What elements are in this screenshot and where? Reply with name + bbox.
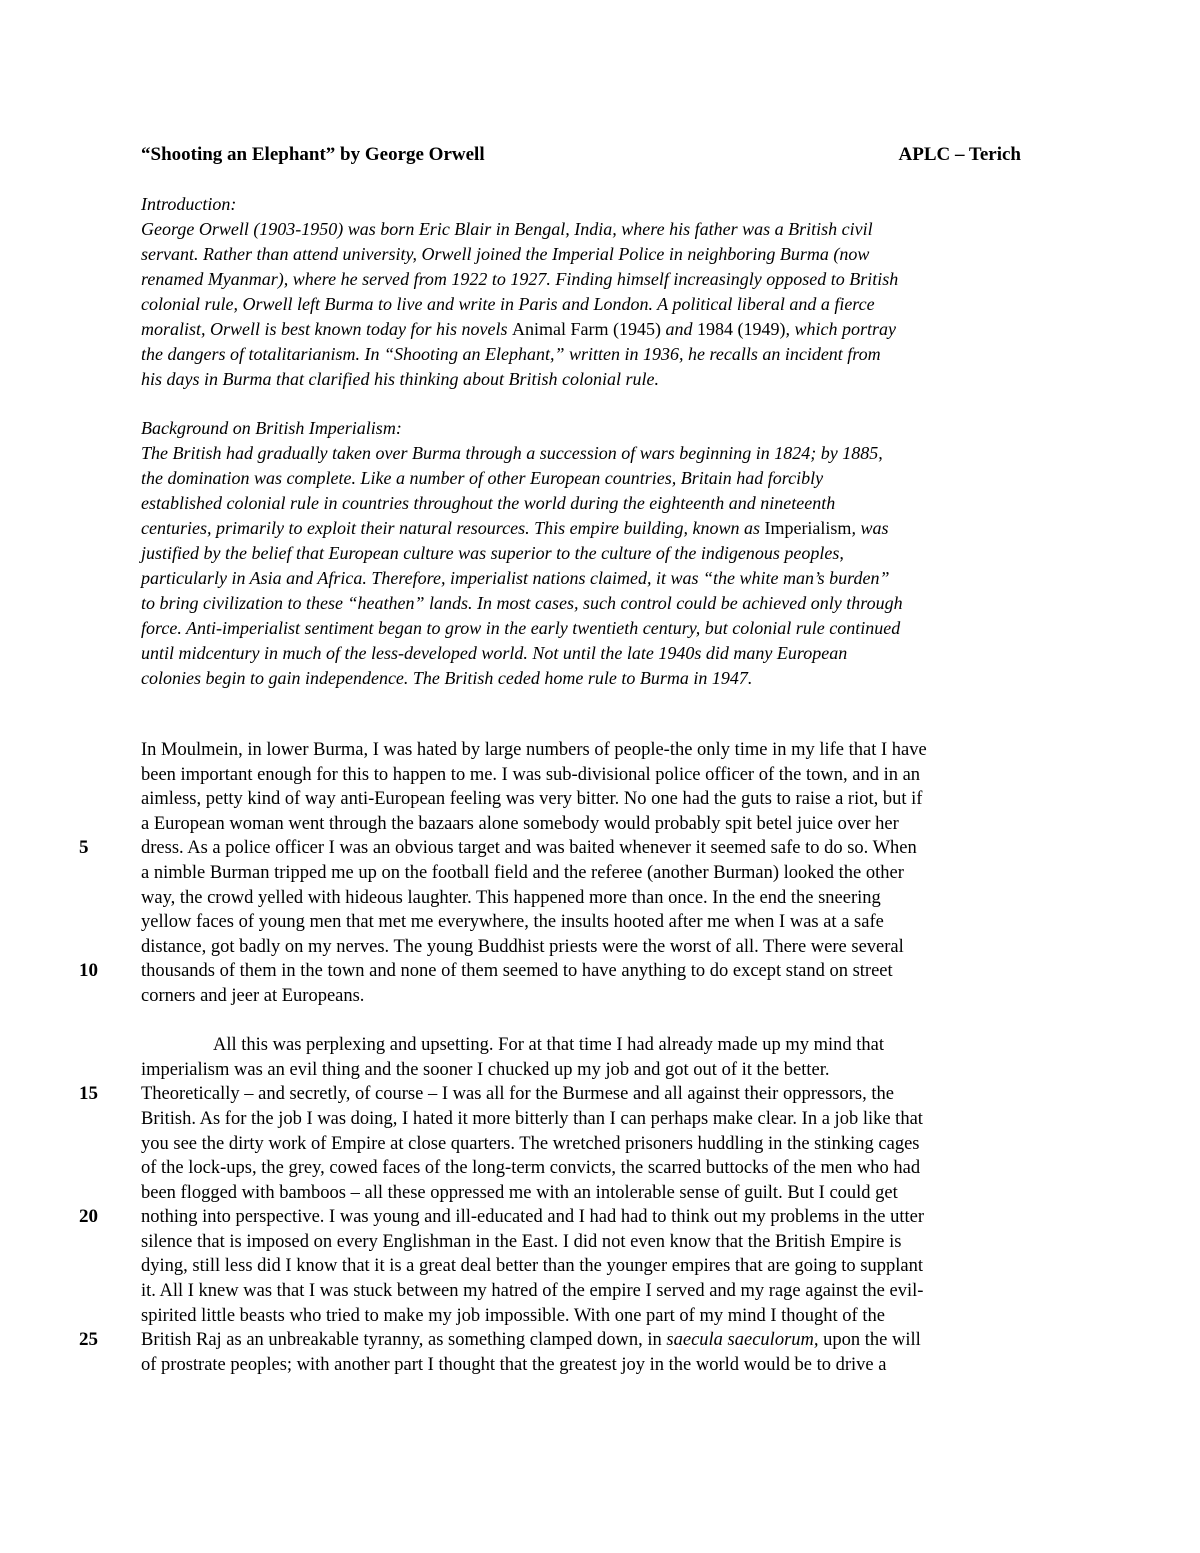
essay-line: All this was perplexing and upsetting. For at that time I had already made up my mind that [213,1035,884,1056]
essay-line-text: upon the will [818,1330,921,1351]
line-number-25: 25 [79,1329,98,1351]
intro-line: George Orwell (1903-1950) was born Eric Blair in Bengal, India, where his father was a British civil [141,219,873,239]
essay-line: a European woman went through the bazaars alone somebody would probably spit betel juice over her [141,813,899,834]
intro-line-text: moralist, Orwell is best known today for his novels [141,319,512,339]
latin-phrase: saecula saeculorum, [666,1330,819,1351]
essay-line: imperialism was an evil thing and the sooner I chucked up my job and got out of it the better. [141,1059,830,1080]
document-header [141,143,1021,167]
intro-line-text: and [660,319,697,339]
essay-line: been important enough for this to happen to me. I was sub-divisional police officer of the town, and in an [141,764,921,785]
background-line: until midcentury in much of the less-developed world. Not until the late 1940s did many European [141,643,848,663]
course-label: APLC – Terich [898,144,1021,165]
essay-line: aimless, petty kind of way anti-European feeling was very bitter. No one had the guts to raise a riot, but if [141,789,923,810]
background-line-text: centuries, primarily to exploit their natural resources. This empire building, known as [141,518,765,538]
essay-line: of the lock-ups, the grey, cowed faces of the long-term convicts, the scarred buttocks of the men who had [141,1158,921,1179]
intro-line-text: , which portray [785,319,896,339]
introduction-heading: Introduction: [141,194,237,214]
book-title-animal-farm: Animal Farm (1945) [512,319,661,339]
intro-line: servant. Rather than attend university, Orwell joined the Imperial Police in neighboring Burma (now [141,244,870,264]
background-line: particularly in Asia and Africa. Therefore, imperialist nations claimed, it was “the white man’s burden” [141,568,890,588]
background-line: established colonial rule in countries throughout the world during the eighteenth and nineteenth [141,493,836,513]
line-number-15: 15 [79,1083,98,1105]
essay-paragraph-1 [79,738,1071,1009]
essay-line: yellow faces of young men that met me everywhere, the insults hooted after me when I was at a safe [141,912,884,933]
essay-line: corners and jeer at Europeans. [141,985,365,1006]
document-title: “Shooting an Elephant” by George Orwell [141,144,485,165]
essay-line-text: British Raj as an unbreakable tyranny, as something clamped down, in [141,1330,667,1351]
essay-line: of prostrate peoples; with another part I thought that the greatest joy in the world would be to drive a [141,1354,887,1375]
background-line: The British had gradually taken over Burma through a succession of wars beginning in 1824; by 1885, [141,443,883,463]
intro-line: his days in Burma that clarified his thinking about British colonial rule. [141,369,659,389]
background-line: colonies begin to gain independence. The British ceded home rule to Burma in 1947. [141,668,753,688]
essay-text [79,738,1071,1377]
essay-line: British. As for the job I was doing, I hated it more bitterly than I can perhaps make clear. In a job like that [141,1108,923,1129]
book-title-1984: 1984 (1949) [696,319,786,339]
line-number-5: 5 [79,837,89,859]
essay-line: it. All I knew was that I was stuck between my hatred of the empire I served and my rage against the evil- [141,1281,924,1302]
essay-paragraph-2 [79,1033,1071,1377]
term-imperialism: Imperialism [764,518,852,538]
essay-line: way, the crowd yelled with hideous laughter. This happened more than once. In the end the sneering [141,887,881,908]
essay-line: spirited little beasts who tried to make my job impossible. With one part of my mind I thought of the [141,1305,885,1326]
essay-line: thousands of them in the town and none of them seemed to have anything to do except stand on street [141,961,893,982]
introduction-section [141,192,1061,392]
intro-line: renamed Myanmar), where he served from 1922 to 1927. Finding himself increasingly opposed to British [141,269,899,289]
intro-line: colonial rule, Orwell left Burma to live and write in Paris and London. A political liberal and a fierce [141,294,875,314]
intro-line: the dangers of totalitarianism. In “Shooting an Elephant,” written in 1936, he recalls an incident from [141,344,881,364]
essay-line [141,1328,1071,1353]
background-line: force. Anti-imperialist sentiment began to grow in the early twentieth century, but colonial rule continued [141,618,901,638]
essay-line: Theoretically – and secretly, of course – I was all for the Burmese and all against their oppressors, the [141,1084,894,1105]
essay-line: dress. As a police officer I was an obvious target and was baited whenever it seemed safe to do so. When [141,838,917,859]
background-line: the domination was complete. Like a number of other European countries, Britain had forcibly [141,468,824,488]
essay-line: nothing into perspective. I was young and ill-educated and I had had to think out my problems in the utter [141,1207,924,1228]
background-line [141,516,1061,541]
essay-line: silence that is imposed on every Englishman in the East. I did not even know that the British Empire is [141,1231,902,1252]
background-line: to bring civilization to these “heathen” lands. In most cases, such control could be achieved only through [141,593,903,613]
line-number-20: 20 [79,1206,98,1228]
essay-line: dying, still less did I know that it is a great deal better than the younger empires that are going to supplant [141,1256,923,1277]
background-heading: Background on British Imperialism: [141,418,402,438]
background-section [141,416,1061,691]
line-number-10: 10 [79,960,98,982]
essay-line: In Moulmein, in lower Burma, I was hated by large numbers of people-the only time in my life that I have [141,740,927,760]
essay-line: been flogged with bamboos – all these oppressed me with an intolerable sense of guilt. But I could get [141,1182,898,1203]
essay-line: you see the dirty work of Empire at close quarters. The wretched prisoners huddling in the stinking cages [141,1133,920,1154]
essay-line: distance, got badly on my nerves. The young Buddhist priests were the worst of all. There were several [141,936,904,957]
background-line: justified by the belief that European culture was superior to the culture of the indigenous peoples, [141,543,844,563]
essay-line: a nimble Burman tripped me up on the football field and the referee (another Burman) looked the other [141,862,904,883]
background-line-text: , was [851,518,889,538]
intro-line [141,317,1061,342]
